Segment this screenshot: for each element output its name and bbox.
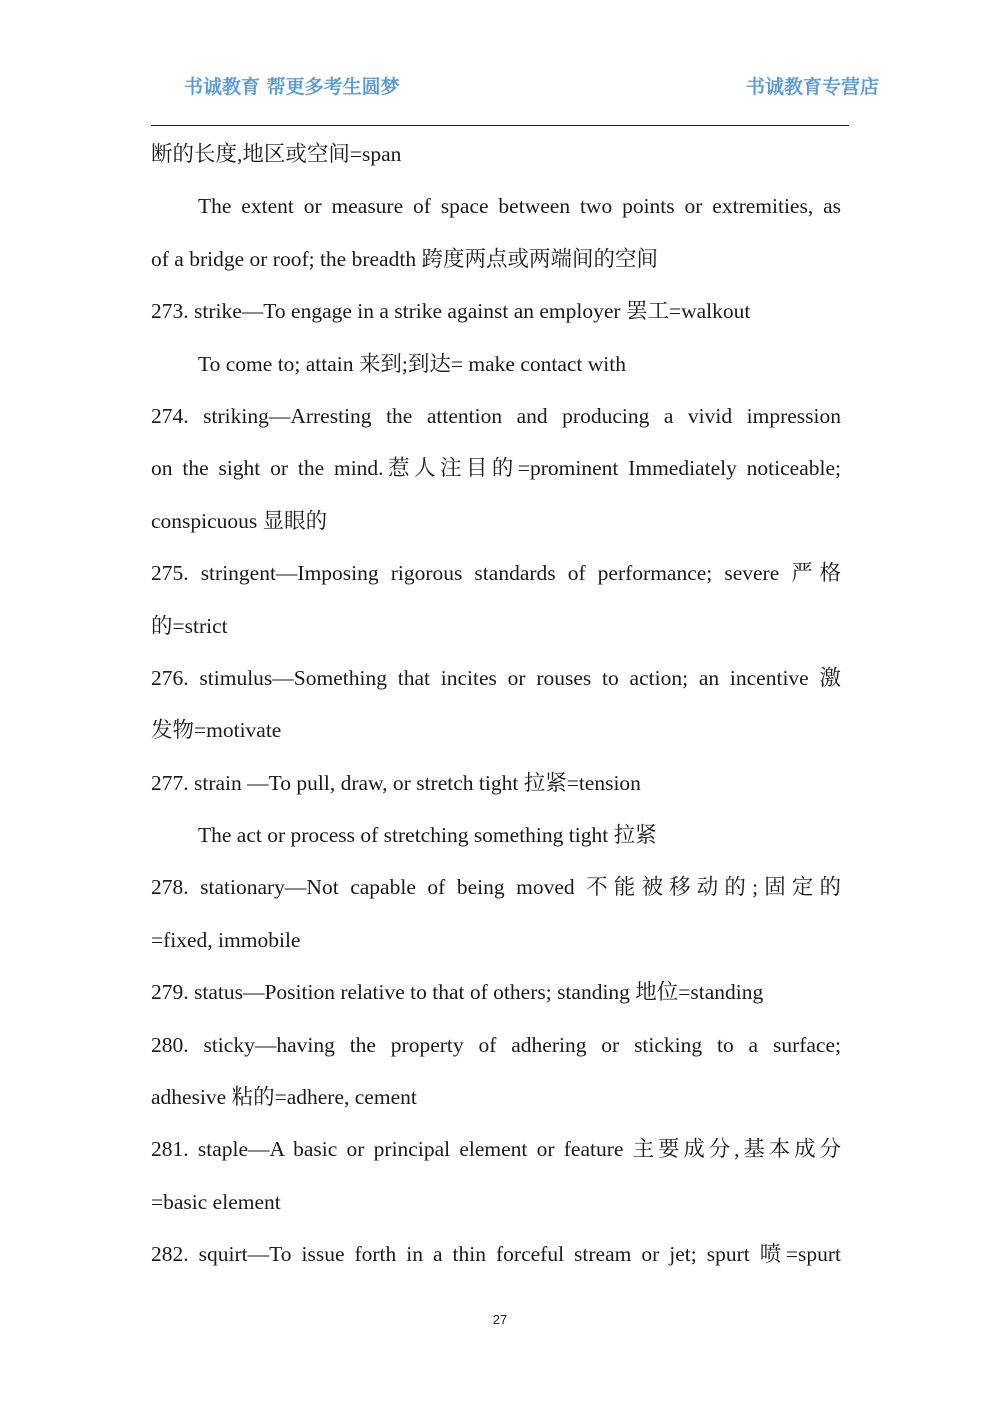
text-line: on the sight or the mind.惹人注目的=prominent Immediately noticeable;	[151, 456, 841, 481]
text-line: 断的长度,地区或空间=span	[151, 142, 402, 166]
text-line: To come to; attain 来到;到达= make contact with	[198, 351, 626, 376]
entry-279: 279. status—Position relative to that of others; standing 地位=standing	[151, 980, 764, 1005]
entry-280: 280. sticky—having the property of adhering or sticking to a surface;	[151, 1032, 841, 1057]
entry-278: 278. stationary—Not capable of being moved 不能被移动的;固定的	[151, 875, 841, 900]
header-left-slogan: 书诚教育 帮更多考生圆梦	[184, 76, 400, 98]
text-line: adhesive 粘的=adhere, cement	[151, 1085, 417, 1110]
text-line: The act or process of stretching something tight 拉紧	[198, 823, 657, 848]
text-line: of a bridge or roof; the breadth 跨度两点或两端间的空间	[151, 246, 658, 271]
document-body	[151, 128, 841, 1281]
entry-276: 276. stimulus—Something that incites or rouses to action; an incentive 激	[151, 665, 841, 690]
entry-273: 273. strike—To engage in a strike against an employer 罢工=walkout	[151, 299, 751, 324]
entry-274: 274. striking—Arresting the attention and producing a vivid impression	[151, 403, 841, 428]
entry-282: 282. squirt—To issue forth in a thin forceful stream or jet; spurt 喷=spurt	[151, 1242, 841, 1267]
text-line: =basic element	[151, 1189, 281, 1214]
header-divider	[151, 125, 849, 126]
text-line: 发物=motivate	[151, 718, 282, 743]
entry-281: 281. staple—A basic or principal element or feature 主要成分,基本成分	[151, 1137, 841, 1162]
page-number: 27	[492, 1312, 508, 1327]
text-line: 的=strict	[151, 613, 228, 638]
text-line: The extent or measure of space between two points or extremities, as	[198, 194, 841, 219]
entry-275: 275. stringent—Imposing rigorous standards of performance; severe 严格	[151, 561, 841, 586]
text-line: =fixed, immobile	[151, 927, 301, 952]
header-right-store: 书诚教育专营店	[745, 76, 879, 98]
entry-277: 277. strain —To pull, draw, or stretch tight 拉紧=tension	[151, 770, 641, 795]
text-line: conspicuous 显眼的	[151, 508, 328, 533]
